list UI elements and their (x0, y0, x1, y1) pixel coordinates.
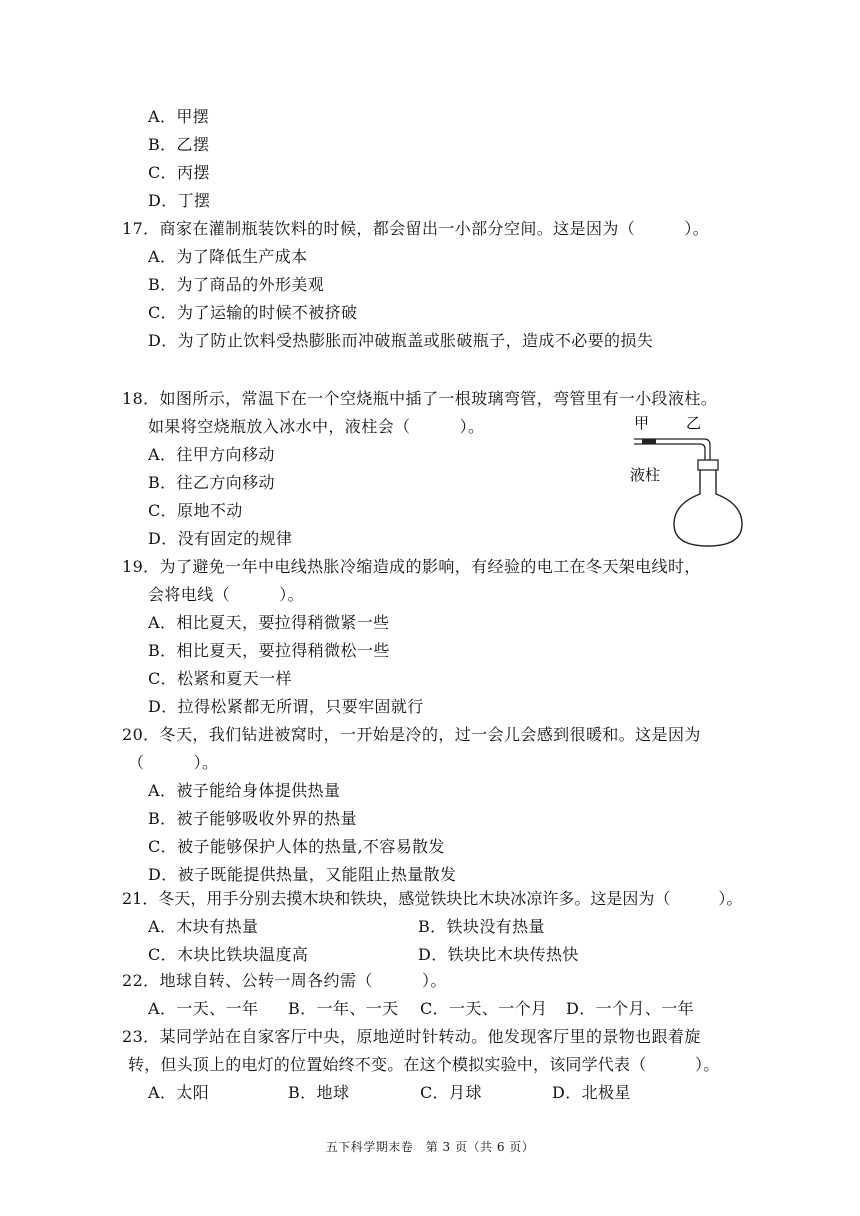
q18-option-c: C．原地不动 (148, 501, 243, 520)
q22-option-b: B．一年、一天 (288, 999, 399, 1018)
q19-option-c: C．松紧和夏天一样 (148, 669, 292, 688)
q18-stem: 18．如图所示，常温下在一个空烧瓶中插了一根玻璃弯管，弯管里有一小段液柱。 (122, 389, 718, 408)
q20-stem: 20．冬天，我们钻进被窝时，一开始是冷的，过一会儿会感到很暖和。这是因为 (122, 725, 701, 744)
q20-option-b: B．被子能够吸收外界的热量 (148, 809, 357, 828)
label-liquid-column: 液柱 (630, 466, 661, 484)
q20-option-d: D．被子既能提供热量，又能阻止热量散发 (148, 865, 457, 884)
q17-option-c: C．为了运输的时候不被挤破 (148, 303, 358, 322)
q17-option-b: B．为了商品的外形美观 (148, 275, 325, 294)
q18-option-d: D．没有固定的规律 (148, 529, 293, 548)
page-footer: 五下科学期末卷 第 3 页（共 6 页） (325, 1140, 535, 1154)
label-jia: 甲 (634, 414, 650, 432)
stopper (698, 460, 718, 470)
q21-stem: 21．冬天，用手分别去摸木块和铁块，感觉铁块比木块冰凉许多。这是因为（ ）。 (122, 889, 743, 908)
q21-option-c: C．木块比铁块温度高 (148, 945, 309, 964)
q18-option-b: B．往乙方向移动 (148, 473, 275, 492)
q22-stem: 22．地球自转、公转一周各约需（ ）。 (122, 971, 447, 990)
q21-option-d: D．铁块比木块传热快 (418, 945, 579, 964)
q23-option-d: D．北极星 (552, 1083, 631, 1102)
q22-option-c: C．一天、一个月 (420, 999, 548, 1018)
q16-option-d: D．丁摆 (148, 191, 211, 210)
q19-option-b: B．相比夏天，要拉得稍微松一些 (148, 641, 390, 660)
q18-stem-continued: 如果将空烧瓶放入冰水中，液柱会（ ）。 (148, 417, 485, 436)
q16-option-b: B．乙摆 (148, 135, 210, 154)
q17-option-d: D．为了防止饮料受热膨胀而冲破瓶盖或胀破瓶子，造成不必要的损失 (148, 331, 654, 350)
q20-option-c: C．被子能够保护人体的热量,不容易散发 (148, 837, 445, 856)
q17-option-a: A．为了降低生产成本 (148, 247, 308, 266)
q22-option-d: D．一个月、一年 (566, 999, 695, 1018)
flask-body (674, 470, 742, 546)
label-yi: 乙 (686, 414, 702, 432)
q23-stem-continued: 转，但头顶上的电灯的位置始终不变。在这个模拟实验中，该同学代表（ ）。 (128, 1055, 720, 1074)
q19-stem-continued: 会将电线（ ）。 (148, 585, 305, 604)
q22-option-a: A．一天、一年 (148, 999, 259, 1018)
q20-stem-continued: （ ）。 (128, 753, 219, 772)
q23-stem: 23．某同学站在自家客厅中央，原地逆时针转动。他发现客厅里的景物也跟着旋 (122, 1027, 701, 1046)
q16-option-c: C．丙摆 (148, 163, 210, 182)
q21-option-b: B．铁块没有热量 (418, 917, 545, 936)
flask-figure (628, 414, 748, 550)
q21-option-a: A．木块有热量 (148, 917, 259, 936)
q19-option-d: D．拉得松紧都无所谓，只要牢固就行 (148, 697, 424, 716)
q19-stem: 19．为了避免一年中电线热胀冷缩造成的影响，有经验的电工在冬天架电线时， (122, 557, 701, 576)
q19-option-a: A．相比夏天，要拉得稍微紧一些 (148, 613, 390, 632)
q20-option-a: A．被子能给身体提供热量 (148, 781, 341, 800)
liquid-column (642, 439, 656, 444)
q23-option-b: B．地球 (288, 1083, 350, 1102)
q23-option-a: A．太阳 (148, 1083, 210, 1102)
flask-diagram (628, 414, 748, 550)
q23-option-c: C．月球 (420, 1083, 482, 1102)
q18-option-a: A．往甲方向移动 (148, 445, 275, 464)
q17-stem: 17．商家在灌制瓶装饮料的时候，都会留出一小部分空间。这是因为（ ）。 (122, 219, 710, 238)
q16-option-a: A．甲摆 (148, 107, 210, 126)
